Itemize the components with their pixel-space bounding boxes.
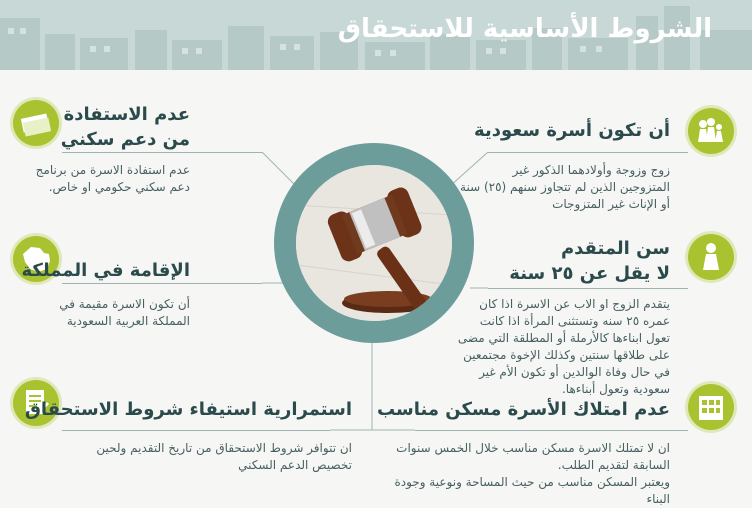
family-icon — [688, 108, 734, 154]
person-icon — [688, 234, 734, 280]
saudi-family-title: أن تكون أسرة سعودية — [474, 120, 670, 141]
no-housing-title: عدم امتلاك الأسرة مسكن مناسب — [376, 399, 670, 420]
age-title-line1: سن المتقدم — [560, 238, 670, 259]
no-support-divider — [62, 152, 262, 153]
residence-title: الإقامة في المملكة — [21, 260, 190, 281]
no-support-badge — [13, 100, 59, 146]
continuity-title: استمرارية استيفاء شروط الاستحقاق — [24, 399, 352, 420]
no-support-title-line1: عدم الاستفادة — [63, 104, 190, 125]
age-title-line2: لا يقل عن ٢٥ سنة — [509, 263, 670, 284]
page-title: الشروط الأساسية للاستحقاق — [337, 14, 712, 44]
family-badge — [688, 108, 734, 154]
continuity-desc: ان تتوافر شروط الاستحقاق من تاريخ التقديم ولحين تخصيص الدعم السكني — [96, 441, 352, 472]
saudi-family-divider — [488, 152, 688, 153]
center-image-ring — [274, 143, 474, 343]
gavel-icon — [296, 165, 452, 321]
saudi-family-desc: زوج وزوجة وأولادهما الذكور غير المتزوجين الذين لم تتجاوز سنهم (٢٥) سنة أو الإناث غير المتزوجات — [460, 163, 670, 211]
no-housing-desc-line2: ويعتبر المسكن مناسب من حيث المساحة ونوعية وجودة البناء — [394, 475, 670, 506]
residence-desc: أن تكون الاسرة مقيمة في المملكة العربية السعودية — [59, 297, 190, 328]
residence-divider — [62, 283, 262, 284]
age-badge — [688, 234, 734, 280]
building-icon — [688, 384, 734, 430]
no-support-desc: عدم استفادة الاسرة من برنامج دعم سكني حكومي او خاص. — [35, 163, 190, 194]
continuity-divider — [62, 430, 330, 431]
age-divider — [488, 288, 688, 289]
money-icon — [13, 100, 59, 146]
no-housing-badge — [688, 384, 734, 430]
no-housing-divider — [415, 430, 688, 431]
age-desc: يتقدم الزوج او الاب عن الاسرة اذا كان عمره ٢٥ سنه وتستثنى المرأة اذا كانت تعول ابناءها كالأرملة أو المطلقة التي مضى على طلاقها سنتين وكذلك الإخوة مجتمعين في حال وفاة الوالدين أو تكون الأم غير سعودية وتعول أبناءها. — [457, 297, 670, 396]
no-housing-desc-line1: ان لا تمتلك الاسرة مسكن مناسب خلال الخمس سنوات السابقة لتقديم الطلب. — [396, 441, 670, 472]
no-support-title-line2: من دعم سكني — [60, 129, 190, 150]
center-image — [296, 165, 452, 321]
